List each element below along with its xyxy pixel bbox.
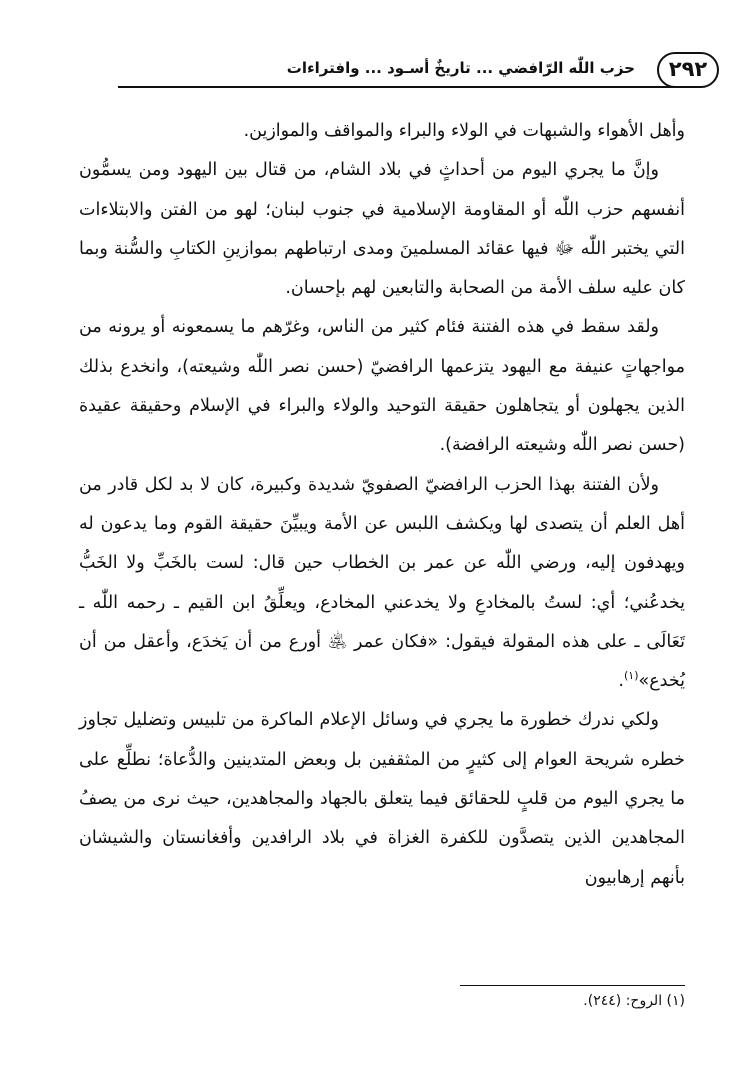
paragraph-2: وإنَّ ما يجري اليوم من أحداثٍ في بلاد الشام، من قتال بين اليهود ومن يسمُّون أنفسهم حزب اللّٰه أو المقاومة الإسلامية في جنوب لبنان؛ لهو من الفتن والابتلاءات التي يختبر اللّٰه ﷻ فيها عقائد المسلمينَ ومدى ارتباطهم بموازينِ الكتابِ والسُّنة وبما كان عليه سلف الأمة من الصحابة والتابعين لهم بإحسان. [79,160,685,299]
page-header [118,52,719,92]
page-number: ٢٩٢ [657,52,719,88]
footnote-rule [460,985,685,986]
paragraph-4-text: ولأن الفتنة بهذا الحزب الرافضيّ الصفويّ شديدة وكبيرة، كان لا بد لكل قادر من أهل العلم أن يتصدى لها ويكشف اللبس عن الأمة ويبيِّنَ حقيقة القوم وما يدعون له ويهدفون إليه، ورضي اللّٰه عن عمر بن الخطاب حين قال: لست بالخَبِّ ولا الخَبُّ يخدعُني؛ أي: لستُ بالمخادعِ ولا يخدعني المخادع، ويعلِّقُ ابن القيم ـ رحمه اللّٰه ـ تَعَالَى ـ على هذه المقولة فيقول: «فكان عمر ﵁ أورع من أن يَخدَع، وأعقل من أن يُخدع» [79,474,685,692]
footnote: (١) الروح: (٢٤٤). [583,993,685,1009]
header-rule [118,86,689,88]
paragraph-5: ولكي ندرك خطورة ما يجري في وسائل الإعلام الماكرة من تلبيس وتضليل تجاوز خطره شريحة العوام إلى كثيرٍ من المثقفين بل وبعض المتدينين والدُّعاة؛ نطلِّع على ما يجري اليوم من قلبٍ للحقائق فيما يتعلق بالجهاد والمجاهدين، حيث نرى من يصفُ المجاهدين الذين يتصدَّون للكفرة الغزاة في بلاد الرافدين وأفغانستان والشيشان بأنهم إرهابيون [79,710,685,888]
footnote-marker: (١) [623,669,639,683]
paragraph-3: ولقد سقط في هذه الفتنة فئام كثير من الناس، وغرّهم ما يسمعونه أو يرونه من مواجهاتٍ عنيفة مع اليهود يتزعمها الرافضيّ (حسن نصر اللّٰه وشيعته)، وانخدع بذلك الذين يجهلون أو يتجاهلون حقيقة التوحيد والولاء والبراء في الإسلام وحقيقة عقيدة (حسن نصر اللّٰه وشيعته الرافضة). [79,317,685,456]
running-title: حزب اللّٰه الرّافضي ... تاريخٌ أسـود ... وافتراءات [286,59,635,77]
paragraph-1: وأهل الأهواء والشبهات في الولاء والبراء والمواقف والموازين. [243,121,685,141]
paragraph-4: ولأن الفتنة بهذا الحزب الرافضيّ الصفويّ شديدة وكبيرة، كان لا بد لكل قادر من أهل العلم أن يتصدى لها ويكشف اللبس عن الأمة ويبيِّنَ حقيقة القوم وما يدعون له ويهدفون إليه، ورضي اللّٰه عن عمر بن الخطاب حين قال: لست بالخَبِّ ولا الخَبُّ يخدعُني؛ أي: لستُ بالمخادعِ ولا يخدعني المخادع، ويعلِّقُ ابن القيم ـ رحمه اللّٰه ـ تَعَالَى ـ على هذه المقولة فيقول: «فكان عمر ﵁ أورع من أن يَخدَع، وأعقل من أن يُخدع»$^{(١)}$. [79,474,685,692]
body-text [79,112,685,898]
